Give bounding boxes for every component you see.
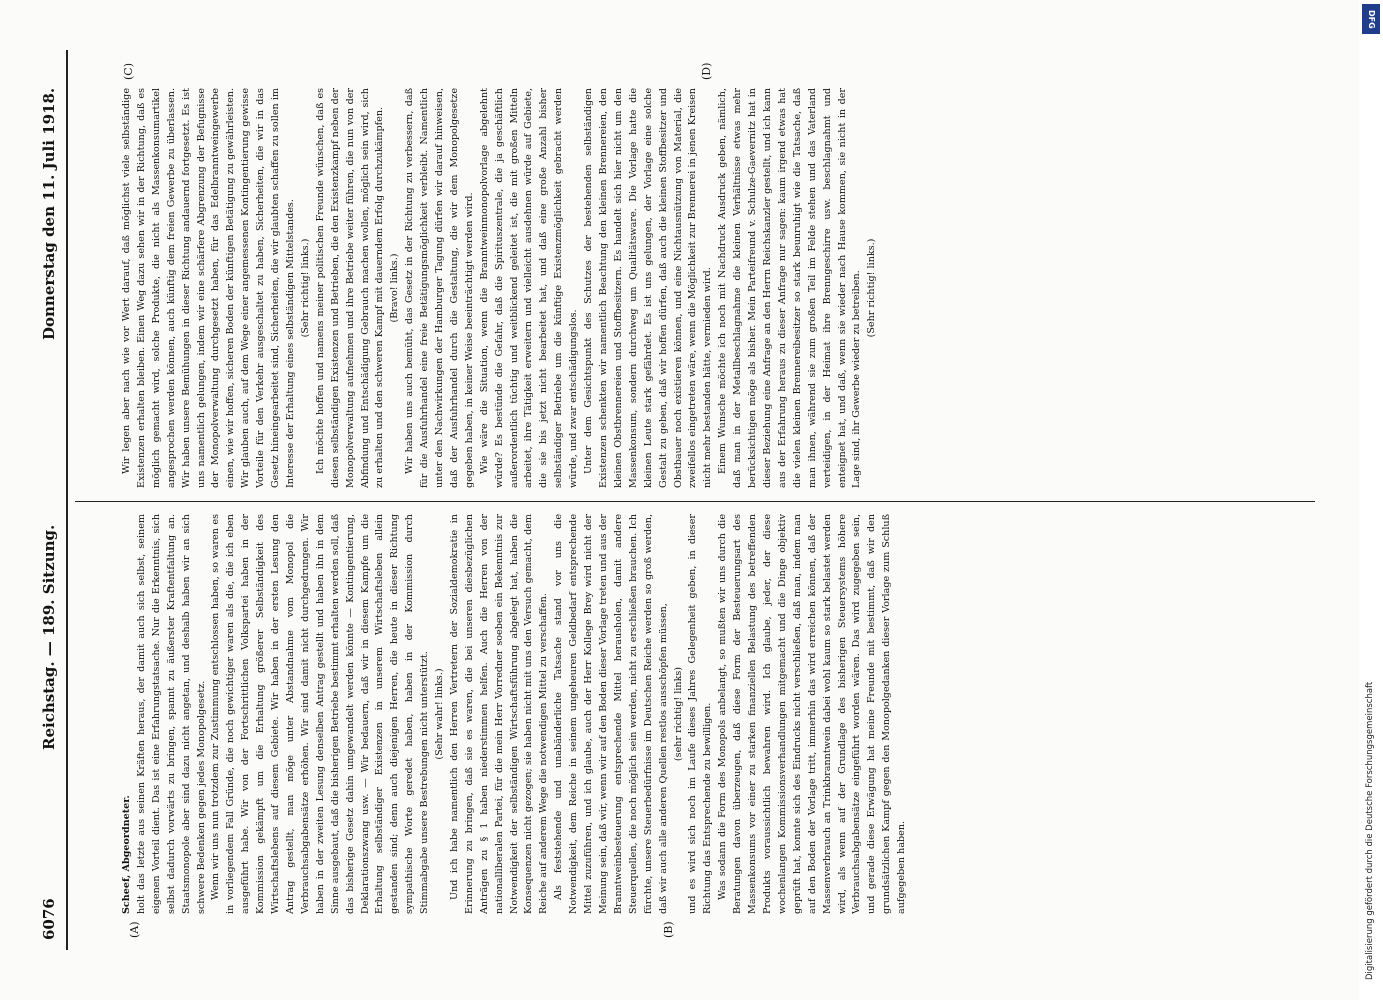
paragraph: Unter dem Gesichtspunkt des Schutzes der bestehenden selbständigen Existenzen schenkten wir namentlich Beachtung den kleinen Brennereien, den kleinen Obstbrennereien und Stoffbesitzern. Es handelt sich hier nicht um den Massenkonsum, sondern durchweg um Qualitätsware. Die Vorlage hatte die kleinen Leute stark gefährdet. Es ist uns gelungen, der Vorlage eine solche Gestalt zu geben, daß wir hoffen dürfen, daß auch die kleinen Stoffbesitzer und Obstbauer noch existieren können, und eine Nichtausnützung von Material, die zweifellos eingetreten wäre, wenn die Möglichkeit zur Brennerei in jenen Kreisen nicht mehr bestanden hätte, vermieden wird. bbox=[583, 88, 714, 488]
margin-mark-d: (D) bbox=[700, 62, 713, 80]
margin-mark-b: (B) bbox=[662, 921, 675, 938]
paragraph: Ich möchte hoffen und namens meiner politischen Freunde wünschen, daß es diesen selbständigen Existenzen und Betrieben, die den Existenzkampf neben der Monopolverwaltung aufnehmen und ihre Betriebe weiter führen, die nun von der Abfindung und Entschädigung Gebrauch machen wollen, möglich sein wird, sich zu erhalten und den schweren Kampf mit dauerndem Erfolg durchzukämpfen. bbox=[314, 88, 386, 488]
paragraph: Wie wäre die Situation, wenn die Branntweinmonopolvorlage abgelehnt würde? Es bestünde die Gefahr, daß die Spirituszentrale, die ja geschäftlich außerordentlich tüchtig und weitblickend geleitet ist, die mit großen Mitteln arbeitet, ihre Tätigkeit erweitern und vielleicht ausdehnen würde auf Gebiete, die sie bis jetzt nicht bearbeitet hat, und daß eine große Anzahl bisher selbständiger Betriebe um die künftige Existenzmöglichkeit gebracht werden würde, und zwar entschädigungslos. bbox=[478, 88, 580, 488]
left-column bbox=[120, 514, 1310, 914]
dfg-logo-icon: DFG bbox=[1362, 4, 1380, 34]
running-title-right: Donnerstag den 11. Juli 1918. bbox=[40, 87, 58, 340]
digitization-credit: Digitalisierung gefördert durch die Deutsche Forschungsgemeinschaft bbox=[1365, 681, 1375, 980]
paragraph: Wir haben uns auch bemüht, das Gesetz in der Richtung zu verbessern, daß für die Ausfuhrhandel eine freie Betätigungsmöglichkeit verbleibt. Namentlich unter den Nachwirkungen der Hamburger Tagung dürfen wir darauf hinweisen, daß der Ausfuhrhandel durch die Gestaltung, die wir dem Monopolgesetze gegeben haben, in keiner Weise beeinträchtigt werden wird. bbox=[404, 88, 475, 488]
digitization-credit-strip bbox=[1359, 0, 1383, 1000]
paragraph: Und ich habe namentlich den Herren Vertretern der Sozialdemokratie in Erinnerung zu bringen, daß sie es waren, die bei unseren diesbezüglichen Anträgen zu § 1 haben niederstimmen helfen. Auch die Herren von der nationalliberalen Partei, für die mein Herr Vorredner soeben ein Bekenntnis zur Notwendigkeit der selbständigen Wirtschaftsführung abgelegt hat, haben die Konsequenzen nicht gezogen; sie haben nicht mit uns den Versuch gemacht, dem Reiche auf anderem Wege die notwendigen Mittel zu verschaffen. bbox=[448, 514, 550, 914]
paragraph: holt das letzte aus seinen Kräften heraus, der damit auch sich selbst, seinem eigenen Vorteil dient. Das ist eine Erfahrungstatsache. Nur die Erkenntnis, sich selbst dadurch vorwärts zu bringen, spannt zu äußerster Kraftentfaltung an. Staatsmonopole aber sind dazu nicht angetan, und deshalb haben wir an sich schwere Bedenken gegen jedes Monopolgesetz. bbox=[135, 514, 207, 914]
interjection: (Bravo! links.) bbox=[389, 253, 401, 323]
interjection: (Sehr wahr! links.) bbox=[434, 668, 446, 760]
interjection: (sehr richtig! links) bbox=[672, 666, 684, 762]
header-rule bbox=[66, 50, 68, 950]
paragraph: Einem Wunsche möchte ich noch mit Nachdruck Ausdruck geben, nämlich, daß man in der Metallbeschlagnahme die kleinen Verhältnisse etwas mehr berücksichtigen möge als bisher. Mein Parteifreund v. Schulze-Gaevernitz hat in dieser Beziehung eine Anfrage an den Herrn Reichskanzler gestellt, und ich kann aus der Erfahrung heraus zu dieser Anfrage nur sagen: kaum irgend etwas hat die vielen kleinen Brennereibesitzer so stark beunruhigt wie die Tatsache, daß man ihnen, während sie zum großen Teil im Felde stehen und das Vaterland verteidigen, in der Heimat ihre Brenngeschirre usw. beschlagnahmt und enteignet hat, und daß, wenn sie wieder nach Hause kommen, sie nicht in der Lage sind, ihr Gewerbe wieder zu betreiben. bbox=[717, 88, 863, 488]
interjection: (Sehr richtig! links.) bbox=[866, 238, 878, 338]
paragraph: Wenn wir uns nun trotzdem zur Zustimmung entschlossen haben, so waren es in vorliegendem Fall Gründe, die noch gewichtiger waren als die, die ich eben ausgeführt habe. Wir von der Fortschrittlichen Volkspartei haben in der Kommission gekämpft um die Erhaltung größerer Selbständigkeit des Wirtschaftslebens auf diesem Gebiete. Wir haben in der ersten Lesung den Antrag gestellt, man möge unter Abstandnahme vom Monopol die Verbrauchsabgabensätze erhöhen. Wir sind damit nicht durchgedrungen. Wir haben in der zweiten Lesung denselben Antrag gestellt und haben ihn in dem Sinne ausgebaut, daß die bisherigen Betriebe bestimmt erhalten werden soll, daß das bisherige Gesetz dahin umgewandelt werden könnte — Kontingentierung, Deklarationszwang usw. — Wir bedauern, daß wir in diesem Kampfe um die Erhaltung selbständiger Existenzen in unserem Wirtschaftsleben allein gestanden sind; denn auch diejenigen Herren, die heute in dieser Richtung sympathische Worte geredet haben, haben in der Kommission durch Stimmabgabe unsere Bestrebungen nicht unterstützt. bbox=[210, 514, 431, 914]
paragraph: Als feststehende und unabänderliche Tatsache stand vor uns die Notwendigkeit, dem Reiche in seinem ungeheuren Geldbedarf entsprechende Mittel zuzuführen, und ich glaube, auch der Herr Kollege Brey wird nicht der Meinung sein, daß wir, wenn wir auf den Boden dieser Vorlage treten und aus der Branntweinbesteuerung entsprechende Mittel herausholen, damit andere Steuerquellen, die noch möglich sein werden, nicht zu erschließen brauchen. Ich fürchte, unsere Steuerbedürfnisse im Deutschen Reiche werden so groß werden, daß wir auch alle anderen Quellen restlos ausschöpfen müssen, bbox=[553, 514, 669, 914]
paragraph: und es wird sich noch im Laufe dieses Jahres Gelegenheit geben, in dieser Richtung das Entsprechende zu bewilligen. bbox=[687, 514, 714, 914]
margin-mark-c: (C) bbox=[122, 63, 135, 80]
page-number: 6076 bbox=[40, 898, 58, 940]
margin-mark-a: (A) bbox=[128, 921, 141, 938]
running-title-left: Reichstag. — 189. Sitzung. bbox=[40, 524, 58, 750]
paragraph: Was sodann die Form des Monopols anbelangt, so mußten wir uns durch die Beratungen davon überzeugen, daß diese Form der Besteuerungsart des Massenkonsums vor einer zu starken finanziellen Belastung des betreffenden Produkts voraussichtlich bewahren wird. Ich glaube, jeder, der diese wochenlangen Kommissionsverhandlungen mitgemacht und die Dinge objektiv geprüft hat, konnte sich des Eindrucks nicht verschließen, daß man, indem man auf den Boden der Vorlage tritt, immerhin das wird erreichen können, daß der Massenverbrauch an Trinkbranntwein dabei wohl kaum so stark belastet werden wird, als wenn auf der Grundlage des bisherigen Steuersystems höhere Verbrauchsabgabensätze eingeführt worden wären. Das wird zugegeben sein, und gerade diese Erwägung hat meine Freunde mit bestimmt, daß wir den grundsätzlichen Kampf gegen den Monopolgedanken dieser Vorlage zum Schluß aufgegeben haben. bbox=[717, 514, 908, 914]
column-divider bbox=[75, 501, 1315, 502]
interjection: (Sehr richtig! links.) bbox=[299, 238, 311, 338]
right-column bbox=[120, 88, 1310, 488]
paragraph: Wir legen aber nach wie vor Wert darauf, daß möglichst viele selbständige Existenzen erhalten bleiben. Einen Weg dazu sehen wir in der Richtung, daß es möglich gemacht wird, solche Produkte, die nicht als Massenkonsumartikel angesprochen werden können, auch künftig dem freien Gewerbe zu überlassen. Wir haben unsere Bemühungen in dieser Richtung andauernd fortgesetzt. Es ist uns namentlich gelungen, indem wir eine schärfere Abgrenzung der Befugnisse der Monopolverwaltung durchgesetzt haben, für das Edelbranntweingewerbe einen, wie wir hoffen, sicheren Boden der künftigen Betätigung zu gewährleisten. Wir glauben auch, auf dem Wege einer angemessenen Kontingentierung gewisse Vorteile für den Verkehr ausgeschaltet zu haben, Sicherheiten, die wir in das Gesetz hineingearbeitet sind, Sicherheiten, die wir glaubten schaffen zu sollen im Interesse der Erhaltung eines selbständigen Mittelstandes. bbox=[121, 88, 296, 488]
speaker-label: Scheef, Abgeordneter. bbox=[121, 795, 132, 914]
